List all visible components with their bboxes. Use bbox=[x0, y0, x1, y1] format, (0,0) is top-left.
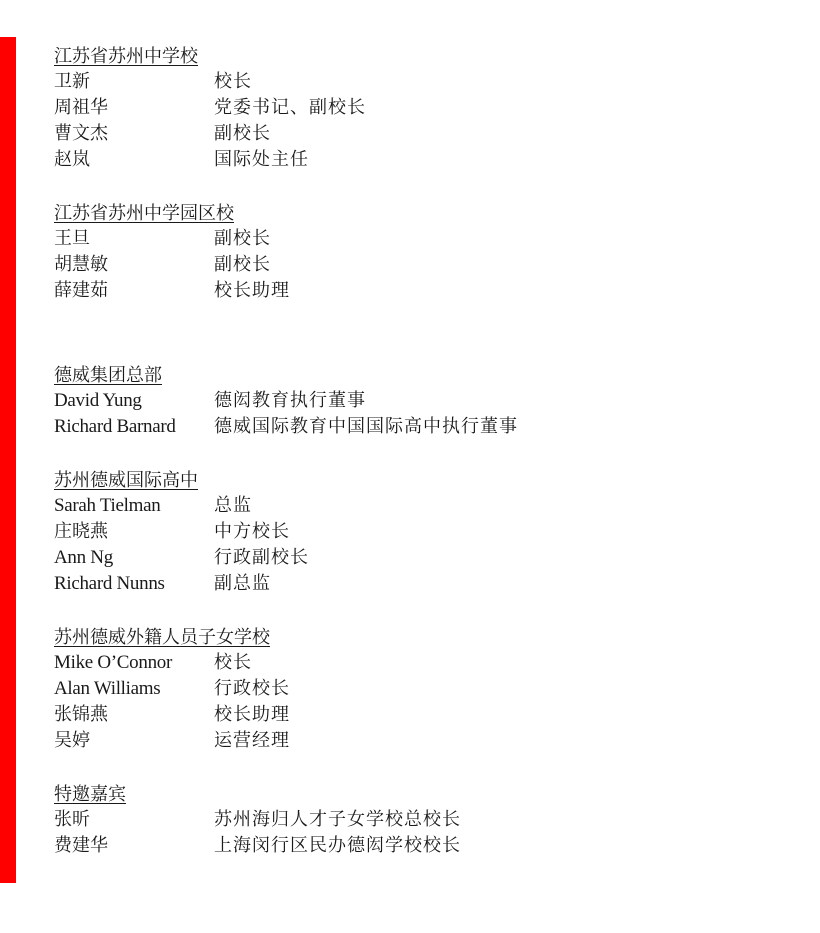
member-row bbox=[54, 278, 794, 304]
member-role: 总监 bbox=[214, 495, 252, 516]
section-title: 江苏省苏州中学园区校 bbox=[54, 203, 234, 224]
member-row bbox=[54, 252, 794, 278]
member-role: 副校长 bbox=[214, 254, 271, 275]
member-name: Richard Nunns bbox=[54, 573, 165, 594]
attendee-list bbox=[54, 44, 794, 859]
member-row bbox=[54, 676, 794, 702]
section-title: 苏州德威国际高中 bbox=[54, 470, 198, 491]
left-red-bar bbox=[0, 37, 16, 883]
member-row bbox=[54, 702, 794, 728]
member-role: 德闳教育执行董事 bbox=[214, 390, 366, 411]
member-name: 卫新 bbox=[54, 71, 90, 92]
member-row bbox=[54, 728, 794, 754]
member-row bbox=[54, 121, 794, 147]
member-row bbox=[54, 69, 794, 95]
member-role: 苏州海归人才子女学校总校长 bbox=[214, 809, 461, 830]
member-role: 副校长 bbox=[214, 123, 271, 144]
section-special-guests bbox=[54, 782, 794, 859]
member-name: Richard Barnard bbox=[54, 416, 176, 437]
member-role: 行政副校长 bbox=[214, 547, 309, 568]
member-name: David Yung bbox=[54, 390, 142, 411]
member-name: Mike O’Connor bbox=[54, 652, 173, 673]
section-title: 特邀嘉宾 bbox=[54, 784, 126, 805]
section-spacer bbox=[54, 440, 794, 468]
section-title: 苏州德威外籍人员子女学校 bbox=[54, 627, 270, 648]
member-role: 行政校长 bbox=[214, 678, 290, 699]
member-name: 费建华 bbox=[54, 835, 108, 856]
member-name: Ann Ng bbox=[54, 547, 113, 568]
section-dulwich-international-high-school bbox=[54, 468, 794, 597]
member-role: 校长 bbox=[214, 71, 252, 92]
member-row bbox=[54, 95, 794, 121]
member-role: 校长助理 bbox=[214, 280, 290, 301]
member-role: 校长助理 bbox=[214, 704, 290, 725]
member-name: 胡慧敏 bbox=[54, 254, 108, 275]
member-row bbox=[54, 147, 794, 173]
member-name: Sarah Tielman bbox=[54, 495, 161, 516]
section-dulwich-group-hq bbox=[54, 363, 794, 440]
member-name: 曹文杰 bbox=[54, 123, 108, 144]
member-role: 中方校长 bbox=[214, 521, 290, 542]
member-name: 张昕 bbox=[54, 809, 90, 830]
section-spacer bbox=[54, 304, 794, 363]
member-row bbox=[54, 493, 794, 519]
section-spacer bbox=[54, 754, 794, 782]
section-spacer bbox=[54, 597, 794, 625]
member-row bbox=[54, 571, 794, 597]
member-name: 张锦燕 bbox=[54, 704, 108, 725]
section-title: 德威集团总部 bbox=[54, 365, 162, 386]
member-name: Alan Williams bbox=[54, 678, 161, 699]
member-role: 副总监 bbox=[214, 573, 271, 594]
member-row bbox=[54, 807, 794, 833]
member-role: 副校长 bbox=[214, 228, 271, 249]
section-dulwich-expat-school bbox=[54, 625, 794, 754]
member-row bbox=[54, 414, 794, 440]
member-name: 薛建茹 bbox=[54, 280, 108, 301]
member-role: 运营经理 bbox=[214, 730, 290, 751]
member-row bbox=[54, 226, 794, 252]
member-role: 校长 bbox=[214, 652, 252, 673]
member-row bbox=[54, 545, 794, 571]
member-row bbox=[54, 650, 794, 676]
section-suzhou-park-campus bbox=[54, 201, 794, 304]
member-row bbox=[54, 519, 794, 545]
member-role: 党委书记、副校长 bbox=[214, 97, 366, 118]
member-row bbox=[54, 388, 794, 414]
member-name: 吴婷 bbox=[54, 730, 90, 751]
member-role: 德威国际教育中国国际高中执行董事 bbox=[214, 416, 518, 437]
member-name: 赵岚 bbox=[54, 149, 90, 170]
member-role: 国际处主任 bbox=[214, 149, 309, 170]
section-suzhou-high-school bbox=[54, 44, 794, 173]
section-spacer bbox=[54, 173, 794, 201]
member-name: 王旦 bbox=[54, 228, 90, 249]
member-name: 庄晓燕 bbox=[54, 521, 108, 542]
member-name: 周祖华 bbox=[54, 97, 108, 118]
member-role: 上海闵行区民办德闳学校校长 bbox=[214, 835, 461, 856]
member-row bbox=[54, 833, 794, 859]
section-title: 江苏省苏州中学校 bbox=[54, 46, 198, 67]
